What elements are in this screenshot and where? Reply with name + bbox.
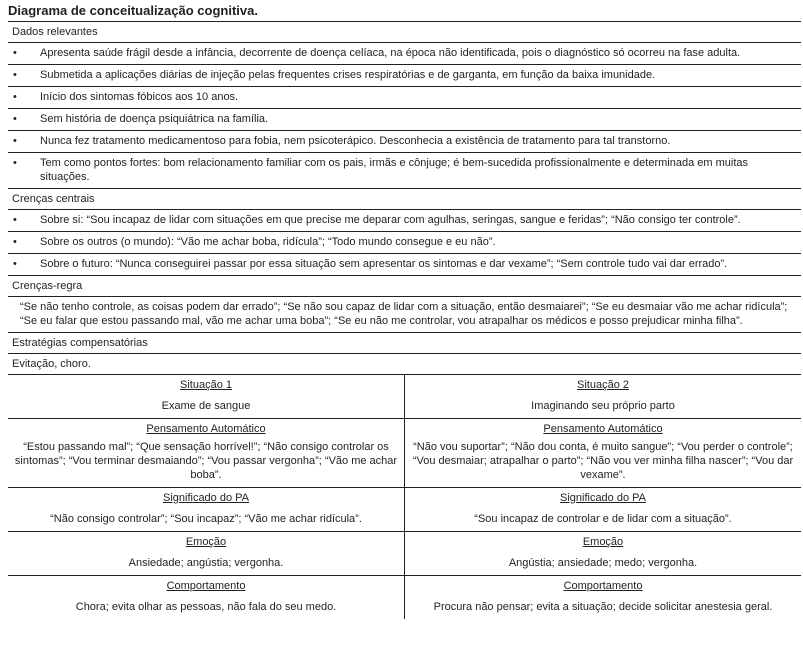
list-item [8,210,801,232]
sig-1-text: “Não consigo controlar”; “Sou incapaz”; “Vão me achar ridícula”. [50,513,362,525]
list-item-text: Sobre si: “Sou incapaz de lidar com situações em que precise me deparar com agulhas, seringas, sangue e feridas”; “Não consigo ter controle”. [40,214,741,226]
list-item [8,254,801,276]
list-item-text: Sobre o futuro: “Nunca conseguirei passar por essa situação sem apresentar os sintomas e dar vexame”; “Sem controle tudo vai dar errado”. [40,258,728,270]
list-item [8,43,801,65]
table-row [8,375,801,419]
section-heading-crencas-centrais: Crenças centrais [8,189,801,210]
crencas-regra-text: “Se não tenho controle, as coisas podem dar errado”; “Se não sou capaz de lidar com a situação, então desmaiarei”; “Se eu desmaiar vão me achar ridícula”; “Se eu falar que estou passando mal, vão me achar uma boba”; “Se eu não me controlar, vou atrapalhar os médicos e posso prejudicar minha filha”. [8,297,801,333]
section-heading-crencas-regra: Crenças-regra [8,276,801,297]
section-heading-dados: Dados relevantes [8,22,801,43]
bullet-icon: • [13,258,17,270]
table-row [8,488,801,532]
list-item [8,232,801,254]
emo-2-label: Emoção [582,536,624,548]
sig-2-cell [405,488,802,532]
situation-2-cell [405,375,802,419]
sig-2-text: “Sou incapaz de controlar e de lidar com a situação”. [474,513,732,525]
list-item [8,109,801,131]
comp-1-text: Chora; evita olhar as pessoas, não fala do seu medo. [75,601,337,613]
sig-1-cell [8,488,405,532]
emo-1-text: Ansiedade; angústia; vergonha. [128,557,284,569]
pa-1-text: “Estou passando mal”; “Que sensação horrível!”; “Não consigo controlar os sintomas”; “Vou terminar desmaiando”; “Vou passar vergonha”; “Vão me achar boba”. [14,441,398,481]
list-item [8,87,801,109]
bullet-icon: • [13,47,17,59]
section-heading-estrategias: Estratégias compensatórias [8,333,801,354]
list-item [8,153,801,189]
emo-1-label: Emoção [185,536,227,548]
situation-2-value: Imaginando seu próprio parto [531,400,675,412]
comp-2-label: Comportamento [563,580,643,592]
document-title: Diagrama de conceitualização cognitiva. [8,3,258,18]
situation-2-label: Situação 2 [577,379,629,391]
table-row [8,532,801,576]
pa-1-cell [8,419,405,488]
emo-2-cell [405,532,802,576]
bullet-icon: • [13,135,17,147]
comp-2-text: Procura não pensar; evita a situação; decide solicitar anestesia geral. [433,601,773,613]
situation-1-value: Exame de sangue [161,400,251,412]
situation-1-cell [8,375,405,419]
emo-1-cell [8,532,405,576]
list-item-text: Início dos sintomas fóbicos aos 10 anos. [40,91,239,103]
comp-2-cell [405,576,802,620]
pa-2-label: Pensamento Automático [543,423,663,435]
table-row [8,576,801,620]
crencas-centrais-list [8,210,801,276]
comp-1-cell [8,576,405,620]
bullet-icon: • [13,236,17,248]
cognitive-conceptualization-diagram [8,21,801,619]
comp-1-label: Comportamento [166,580,246,592]
sig-1-label: Significado do PA [162,492,250,504]
list-item-text: Sem história de doença psiquiátrica na família. [40,113,269,125]
situation-1-label: Situação 1 [180,379,232,391]
list-item-text: Sobre os outros (o mundo): “Vão me achar boba, ridícula”; “Todo mundo consegue e eu não”. [40,236,496,248]
list-item-text: Apresenta saúde frágil desde a infância, decorrente de doença celíaca, na época não identificada, pois o diagnóstico só ocorreu na fase adulta. [40,47,741,59]
bullet-icon: • [13,113,17,125]
estrategias-text: Evitação, choro. [8,354,801,375]
list-item-text: Nunca fez tratamento medicamentoso para fobia, nem psicoterápico. Desconhecia a existência de tratamento para tal transtorno. [40,135,671,147]
bullet-icon: • [13,91,17,103]
pa-2-text: “Não vou suportar”; “Não dou conta, é muito sangue”; “Vou perder o controle”; “Vou desmaiar; atrapalhar o parto”; “Não vou ver minha filha nascer”; “Vou dar vexame”. [412,441,794,481]
dados-list [8,43,801,189]
situations-table [8,375,801,619]
pa-2-cell [405,419,802,488]
bullet-icon: • [13,69,17,81]
table-row [8,419,801,488]
list-item-text: Tem como pontos fortes: bom relacionamento familiar com os pais, irmãs e cônjuge; é bem-sucedida profissionalmente e determinada em muitas situações. [40,157,748,183]
list-item [8,65,801,87]
list-item [8,131,801,153]
bullet-icon: • [13,214,17,226]
list-item-text: Submetida a aplicações diárias de injeção pelas frequentes crises respiratórias e de garganta, em função da baixa imunidade. [40,69,656,81]
pa-1-label: Pensamento Automático [146,423,266,435]
sig-2-label: Significado do PA [559,492,647,504]
bullet-icon: • [13,157,17,169]
emo-2-text: Angústia; ansiedade; medo; vergonha. [508,557,698,569]
